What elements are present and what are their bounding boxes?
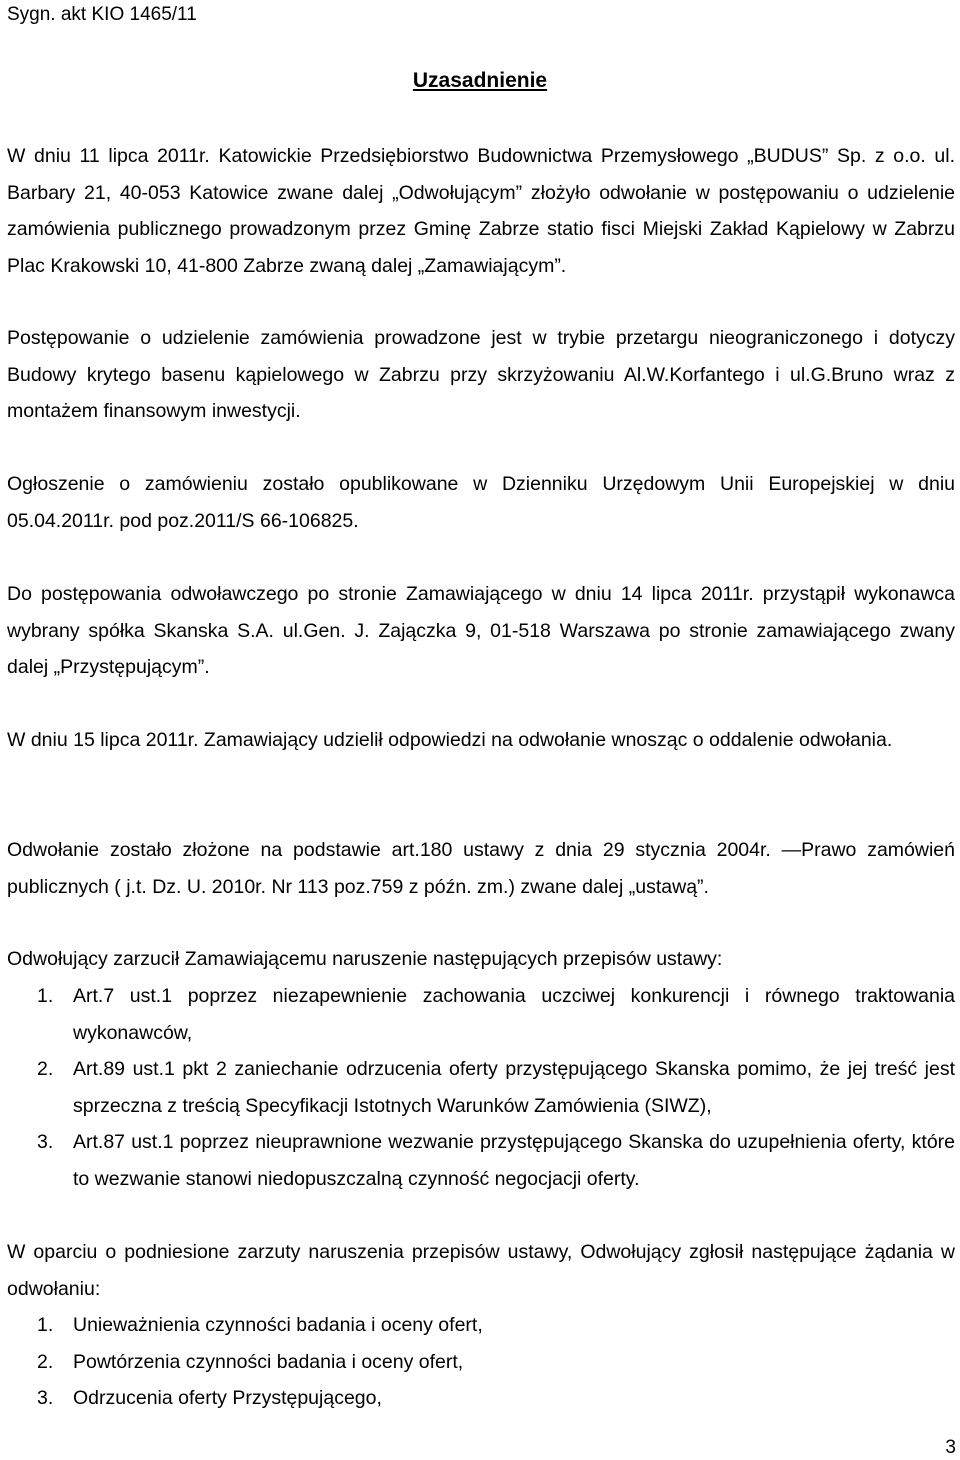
list-item [7,1380,955,1417]
list-item-text: Art.89 ust.1 pkt 2 zaniechanie odrzucenia oferty przystępującego Skanska pomimo, że jej treść jest sprzeczna z treścią Specyfikacji Istotnych Warunków Zamówienia (SIWZ), [73,1058,955,1117]
list-item [7,1051,955,1124]
list-item [7,1307,955,1344]
list-item-number: 3. [37,1131,54,1153]
document-title: Uzasadnienie [412,69,548,92]
paragraph-violations-intro: Odwołujący zarzucił Zamawiającemu naruszenie następujących przepisów ustawy: [7,948,723,970]
paragraph-notice: Ogłoszenie o zamówieniu zostało opublikowane w Dzienniku Urzędowym Unii Europejskiej w dniu 05.04.2011r. pod poz.2011/S 66-106825. [7,473,955,532]
paragraph-legal-basis: Odwołanie zostało złożone na podstawie art.180 ustawy z dnia 29 stycznia 2004r. —Prawo zamówień publicznych ( j.t. Dz. U. 2010r. Nr 113 poz.759 z późn. zm.) zwane dalej „ustawą”. [7,839,955,898]
list-item [7,1344,955,1381]
paragraph-intervener: Do postępowania odwoławczego po stronie Zamawiającego w dniu 14 lipca 2011r. przystąpił wykonawca wybrany spółka Skanska S.A. ul.Gen. J. Zajączka 9, 01-518 Warszawa po stronie zamawiającego zwany dalej „Przystępującym”. [7,583,955,678]
list-item-number: 3. [37,1387,54,1409]
paragraph-appeal-intro: W dniu 11 lipca 2011r. Katowickie Przedsiębiorstwo Budownictwa Przemysłowego „BUDUS” Sp. z o.o. ul. Barbary 21, 40-053 Katowice zwane dalej „Odwołującym” złożyło odwołanie w postępowaniu o udzielenie zamówienia publicznego prowadzonym przez Gminę Zabrze statio fisci Miejski Zakład Kąpielowy w Zabrzu Plac Krakowski 10, 41-800 Zabrze zwaną dalej „Zamawiającym”. [7,145,955,277]
list-item-text: Art.87 ust.1 poprzez nieuprawnione wezwanie przystępującego Skanska do uzupełnienia oferty, które to wezwanie stanowi niedopuszczalną czynność negocjacji oferty. [73,1131,955,1190]
paragraph-response: W dniu 15 lipca 2011r. Zamawiający udzielił odpowiedzi na odwołanie wnosząc o oddalenie odwołania. [7,729,893,751]
list-item-number: 2. [37,1350,54,1373]
list-item-number: 1. [37,1314,54,1336]
violations-list [7,978,955,1197]
list-item [7,978,955,1051]
list-item-text: Art.7 ust.1 poprzez niezapewnienie zachowania uczciwej konkurencji i równego traktowania wykonawców, [73,985,955,1044]
paragraph-procedure: Postępowanie o udzielenie zamówienia prowadzone jest w trybie przetargu nieograniczonego i dotyczy Budowy krytego basenu kąpielowego w Zabrzu przy skrzyżowaniu Al.W.Korfantego i ul.G.Bruno wraz z montażem finansowym inwestycji. [7,327,955,422]
case-signature: Sygn. akt KIO 1465/11 [7,4,197,25]
list-item-number: 2. [37,1058,54,1080]
demands-list [7,1307,955,1417]
page-number: 3 [945,1437,956,1458]
list-item-text: Unieważnienia czynności badania i oceny ofert, [73,1314,483,1336]
list-item-text: Odrzucenia oferty Przystępującego, [73,1387,382,1409]
list-item-text: Powtórzenia czynności badania i oceny ofert, [73,1350,464,1373]
paragraph-demands-intro: W oparciu o podniesione zarzuty naruszenia przepisów ustawy, Odwołujący zgłosił następujące żądania w odwołaniu: [7,1241,955,1300]
list-item-number: 1. [37,985,54,1007]
list-item [7,1124,955,1197]
